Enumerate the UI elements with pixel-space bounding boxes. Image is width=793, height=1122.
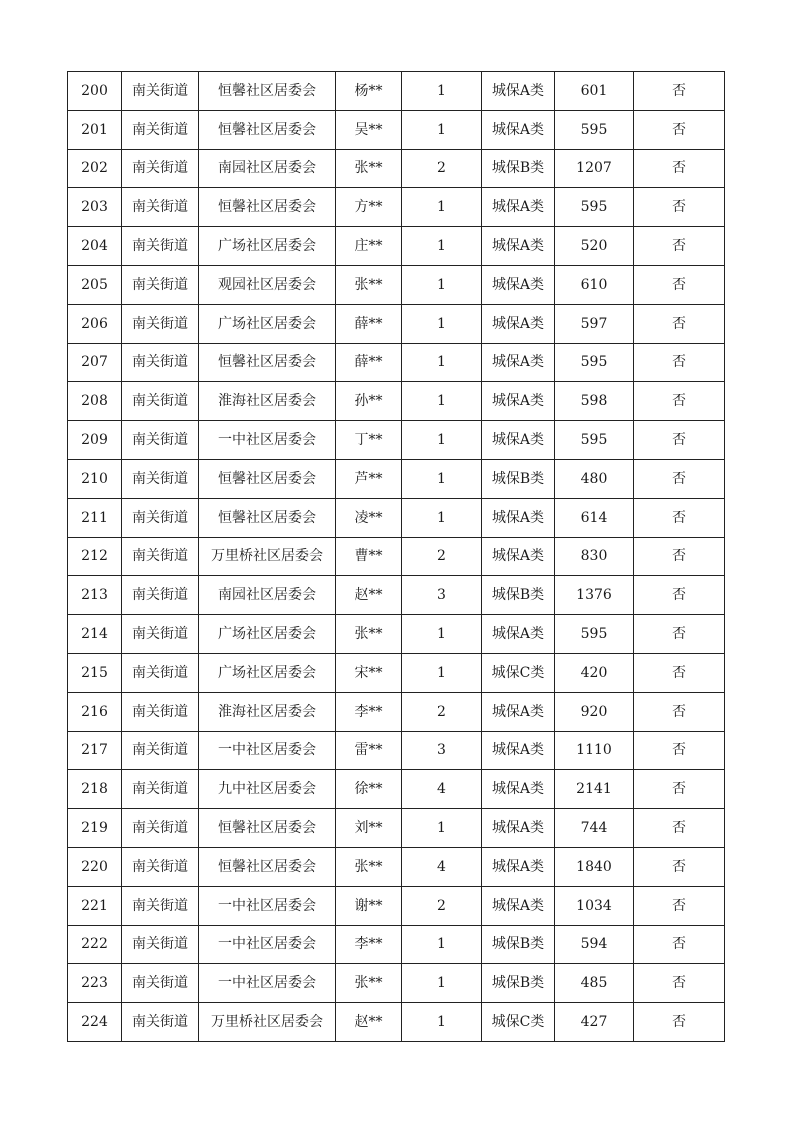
table-row bbox=[68, 537, 725, 576]
street-cell: 南关街道 bbox=[122, 459, 199, 498]
amount-cell: 595 bbox=[555, 615, 634, 654]
name-cell: 张** bbox=[336, 847, 402, 886]
amount-cell: 480 bbox=[555, 459, 634, 498]
household-count-cell: 2 bbox=[402, 537, 482, 576]
community-cell: 南园社区居委会 bbox=[199, 149, 336, 188]
table-row bbox=[68, 382, 725, 421]
household-count-cell: 2 bbox=[402, 149, 482, 188]
name-cell: 刘** bbox=[336, 809, 402, 848]
amount-cell: 601 bbox=[555, 72, 634, 111]
amount-cell: 598 bbox=[555, 382, 634, 421]
community-cell: 一中社区居委会 bbox=[199, 964, 336, 1003]
table-row bbox=[68, 265, 725, 304]
community-cell: 淮海社区居委会 bbox=[199, 382, 336, 421]
household-count-cell: 1 bbox=[402, 265, 482, 304]
row-number-cell: 215 bbox=[68, 653, 122, 692]
row-number-cell: 217 bbox=[68, 731, 122, 770]
table-row bbox=[68, 886, 725, 925]
table-row bbox=[68, 692, 725, 731]
row-number-cell: 212 bbox=[68, 537, 122, 576]
name-cell: 庄** bbox=[336, 227, 402, 266]
flag-cell: 否 bbox=[634, 382, 725, 421]
row-number-cell: 204 bbox=[68, 227, 122, 266]
flag-cell: 否 bbox=[634, 615, 725, 654]
street-cell: 南关街道 bbox=[122, 149, 199, 188]
row-number-cell: 213 bbox=[68, 576, 122, 615]
amount-cell: 2141 bbox=[555, 770, 634, 809]
insurance-type-cell: 城保A类 bbox=[482, 886, 555, 925]
community-cell: 广场社区居委会 bbox=[199, 653, 336, 692]
row-number-cell: 218 bbox=[68, 770, 122, 809]
community-cell: 恒馨社区居委会 bbox=[199, 498, 336, 537]
name-cell: 芦** bbox=[336, 459, 402, 498]
community-cell: 恒馨社区居委会 bbox=[199, 343, 336, 382]
flag-cell: 否 bbox=[634, 847, 725, 886]
name-cell: 杨** bbox=[336, 72, 402, 111]
table-row bbox=[68, 925, 725, 964]
household-count-cell: 4 bbox=[402, 847, 482, 886]
street-cell: 南关街道 bbox=[122, 886, 199, 925]
name-cell: 孙** bbox=[336, 382, 402, 421]
flag-cell: 否 bbox=[634, 653, 725, 692]
insurance-type-cell: 城保B类 bbox=[482, 964, 555, 1003]
insurance-type-cell: 城保A类 bbox=[482, 809, 555, 848]
community-cell: 一中社区居委会 bbox=[199, 925, 336, 964]
community-cell: 万里桥社区居委会 bbox=[199, 1003, 336, 1042]
flag-cell: 否 bbox=[634, 421, 725, 460]
row-number-cell: 201 bbox=[68, 110, 122, 149]
street-cell: 南关街道 bbox=[122, 576, 199, 615]
household-count-cell: 1 bbox=[402, 615, 482, 654]
street-cell: 南关街道 bbox=[122, 770, 199, 809]
row-number-cell: 224 bbox=[68, 1003, 122, 1042]
amount-cell: 614 bbox=[555, 498, 634, 537]
flag-cell: 否 bbox=[634, 1003, 725, 1042]
name-cell: 雷** bbox=[336, 731, 402, 770]
household-count-cell: 1 bbox=[402, 382, 482, 421]
name-cell: 谢** bbox=[336, 886, 402, 925]
table-row bbox=[68, 149, 725, 188]
table-row bbox=[68, 188, 725, 227]
community-cell: 万里桥社区居委会 bbox=[199, 537, 336, 576]
flag-cell: 否 bbox=[634, 304, 725, 343]
street-cell: 南关街道 bbox=[122, 731, 199, 770]
row-number-cell: 210 bbox=[68, 459, 122, 498]
community-cell: 恒馨社区居委会 bbox=[199, 459, 336, 498]
flag-cell: 否 bbox=[634, 188, 725, 227]
roster-body bbox=[68, 72, 725, 1042]
amount-cell: 485 bbox=[555, 964, 634, 1003]
community-cell: 恒馨社区居委会 bbox=[199, 110, 336, 149]
table-row bbox=[68, 1003, 725, 1042]
table-row bbox=[68, 576, 725, 615]
community-cell: 淮海社区居委会 bbox=[199, 692, 336, 731]
household-count-cell: 1 bbox=[402, 421, 482, 460]
table-row bbox=[68, 770, 725, 809]
table-row bbox=[68, 653, 725, 692]
row-number-cell: 209 bbox=[68, 421, 122, 460]
table-row bbox=[68, 964, 725, 1003]
insurance-type-cell: 城保A类 bbox=[482, 731, 555, 770]
name-cell: 宋** bbox=[336, 653, 402, 692]
household-count-cell: 2 bbox=[402, 886, 482, 925]
assistance-roster-table bbox=[67, 71, 725, 1042]
community-cell: 观园社区居委会 bbox=[199, 265, 336, 304]
row-number-cell: 205 bbox=[68, 265, 122, 304]
flag-cell: 否 bbox=[634, 886, 725, 925]
insurance-type-cell: 城保A类 bbox=[482, 227, 555, 266]
insurance-type-cell: 城保A类 bbox=[482, 498, 555, 537]
name-cell: 薛** bbox=[336, 343, 402, 382]
flag-cell: 否 bbox=[634, 149, 725, 188]
community-cell: 广场社区居委会 bbox=[199, 227, 336, 266]
row-number-cell: 208 bbox=[68, 382, 122, 421]
community-cell: 一中社区居委会 bbox=[199, 421, 336, 460]
table-row bbox=[68, 459, 725, 498]
household-count-cell: 1 bbox=[402, 1003, 482, 1042]
household-count-cell: 1 bbox=[402, 964, 482, 1003]
name-cell: 张** bbox=[336, 265, 402, 304]
community-cell: 南园社区居委会 bbox=[199, 576, 336, 615]
street-cell: 南关街道 bbox=[122, 847, 199, 886]
flag-cell: 否 bbox=[634, 964, 725, 1003]
amount-cell: 595 bbox=[555, 110, 634, 149]
community-cell: 恒馨社区居委会 bbox=[199, 809, 336, 848]
amount-cell: 1110 bbox=[555, 731, 634, 770]
insurance-type-cell: 城保B类 bbox=[482, 925, 555, 964]
row-number-cell: 207 bbox=[68, 343, 122, 382]
name-cell: 曹** bbox=[336, 537, 402, 576]
street-cell: 南关街道 bbox=[122, 964, 199, 1003]
flag-cell: 否 bbox=[634, 809, 725, 848]
amount-cell: 595 bbox=[555, 343, 634, 382]
flag-cell: 否 bbox=[634, 265, 725, 304]
household-count-cell: 1 bbox=[402, 809, 482, 848]
name-cell: 张** bbox=[336, 615, 402, 654]
row-number-cell: 216 bbox=[68, 692, 122, 731]
flag-cell: 否 bbox=[634, 227, 725, 266]
amount-cell: 1034 bbox=[555, 886, 634, 925]
flag-cell: 否 bbox=[634, 72, 725, 111]
insurance-type-cell: 城保A类 bbox=[482, 770, 555, 809]
name-cell: 张** bbox=[336, 149, 402, 188]
street-cell: 南关街道 bbox=[122, 809, 199, 848]
row-number-cell: 214 bbox=[68, 615, 122, 654]
street-cell: 南关街道 bbox=[122, 382, 199, 421]
name-cell: 薛** bbox=[336, 304, 402, 343]
household-count-cell: 1 bbox=[402, 188, 482, 227]
street-cell: 南关街道 bbox=[122, 110, 199, 149]
flag-cell: 否 bbox=[634, 731, 725, 770]
amount-cell: 595 bbox=[555, 188, 634, 227]
street-cell: 南关街道 bbox=[122, 537, 199, 576]
insurance-type-cell: 城保A类 bbox=[482, 615, 555, 654]
community-cell: 恒馨社区居委会 bbox=[199, 72, 336, 111]
household-count-cell: 1 bbox=[402, 498, 482, 537]
row-number-cell: 219 bbox=[68, 809, 122, 848]
row-number-cell: 203 bbox=[68, 188, 122, 227]
table-row bbox=[68, 498, 725, 537]
community-cell: 广场社区居委会 bbox=[199, 615, 336, 654]
flag-cell: 否 bbox=[634, 537, 725, 576]
community-cell: 一中社区居委会 bbox=[199, 731, 336, 770]
name-cell: 李** bbox=[336, 925, 402, 964]
insurance-type-cell: 城保A类 bbox=[482, 72, 555, 111]
insurance-type-cell: 城保A类 bbox=[482, 847, 555, 886]
insurance-type-cell: 城保B类 bbox=[482, 576, 555, 615]
insurance-type-cell: 城保B类 bbox=[482, 149, 555, 188]
flag-cell: 否 bbox=[634, 576, 725, 615]
household-count-cell: 3 bbox=[402, 576, 482, 615]
household-count-cell: 1 bbox=[402, 459, 482, 498]
household-count-cell: 1 bbox=[402, 110, 482, 149]
household-count-cell: 1 bbox=[402, 653, 482, 692]
household-count-cell: 2 bbox=[402, 692, 482, 731]
insurance-type-cell: 城保A类 bbox=[482, 304, 555, 343]
amount-cell: 920 bbox=[555, 692, 634, 731]
street-cell: 南关街道 bbox=[122, 72, 199, 111]
row-number-cell: 222 bbox=[68, 925, 122, 964]
street-cell: 南关街道 bbox=[122, 304, 199, 343]
table-row bbox=[68, 809, 725, 848]
name-cell: 李** bbox=[336, 692, 402, 731]
street-cell: 南关街道 bbox=[122, 265, 199, 304]
name-cell: 方** bbox=[336, 188, 402, 227]
insurance-type-cell: 城保A类 bbox=[482, 343, 555, 382]
amount-cell: 1207 bbox=[555, 149, 634, 188]
insurance-type-cell: 城保B类 bbox=[482, 459, 555, 498]
community-cell: 一中社区居委会 bbox=[199, 886, 336, 925]
street-cell: 南关街道 bbox=[122, 925, 199, 964]
community-cell: 恒馨社区居委会 bbox=[199, 188, 336, 227]
amount-cell: 830 bbox=[555, 537, 634, 576]
table-row bbox=[68, 847, 725, 886]
insurance-type-cell: 城保A类 bbox=[482, 110, 555, 149]
row-number-cell: 206 bbox=[68, 304, 122, 343]
table-row bbox=[68, 731, 725, 770]
insurance-type-cell: 城保A类 bbox=[482, 421, 555, 460]
amount-cell: 594 bbox=[555, 925, 634, 964]
flag-cell: 否 bbox=[634, 110, 725, 149]
street-cell: 南关街道 bbox=[122, 188, 199, 227]
amount-cell: 427 bbox=[555, 1003, 634, 1042]
street-cell: 南关街道 bbox=[122, 343, 199, 382]
community-cell: 九中社区居委会 bbox=[199, 770, 336, 809]
amount-cell: 420 bbox=[555, 653, 634, 692]
street-cell: 南关街道 bbox=[122, 1003, 199, 1042]
name-cell: 丁** bbox=[336, 421, 402, 460]
name-cell: 张** bbox=[336, 964, 402, 1003]
table-row bbox=[68, 615, 725, 654]
name-cell: 吴** bbox=[336, 110, 402, 149]
insurance-type-cell: 城保A类 bbox=[482, 537, 555, 576]
street-cell: 南关街道 bbox=[122, 692, 199, 731]
table-row bbox=[68, 304, 725, 343]
amount-cell: 610 bbox=[555, 265, 634, 304]
name-cell: 赵** bbox=[336, 576, 402, 615]
amount-cell: 520 bbox=[555, 227, 634, 266]
insurance-type-cell: 城保C类 bbox=[482, 653, 555, 692]
table-row bbox=[68, 421, 725, 460]
name-cell: 徐** bbox=[336, 770, 402, 809]
household-count-cell: 4 bbox=[402, 770, 482, 809]
insurance-type-cell: 城保C类 bbox=[482, 1003, 555, 1042]
name-cell: 凌** bbox=[336, 498, 402, 537]
insurance-type-cell: 城保A类 bbox=[482, 188, 555, 227]
insurance-type-cell: 城保A类 bbox=[482, 382, 555, 421]
flag-cell: 否 bbox=[634, 770, 725, 809]
amount-cell: 595 bbox=[555, 421, 634, 460]
household-count-cell: 1 bbox=[402, 343, 482, 382]
row-number-cell: 221 bbox=[68, 886, 122, 925]
table-row bbox=[68, 343, 725, 382]
name-cell: 赵** bbox=[336, 1003, 402, 1042]
insurance-type-cell: 城保A类 bbox=[482, 692, 555, 731]
row-number-cell: 211 bbox=[68, 498, 122, 537]
table-row bbox=[68, 227, 725, 266]
flag-cell: 否 bbox=[634, 692, 725, 731]
household-count-cell: 1 bbox=[402, 925, 482, 964]
amount-cell: 1840 bbox=[555, 847, 634, 886]
table-row bbox=[68, 72, 725, 111]
insurance-type-cell: 城保A类 bbox=[482, 265, 555, 304]
household-count-cell: 1 bbox=[402, 227, 482, 266]
community-cell: 恒馨社区居委会 bbox=[199, 847, 336, 886]
flag-cell: 否 bbox=[634, 498, 725, 537]
street-cell: 南关街道 bbox=[122, 615, 199, 654]
street-cell: 南关街道 bbox=[122, 498, 199, 537]
household-count-cell: 3 bbox=[402, 731, 482, 770]
flag-cell: 否 bbox=[634, 459, 725, 498]
row-number-cell: 202 bbox=[68, 149, 122, 188]
row-number-cell: 220 bbox=[68, 847, 122, 886]
amount-cell: 597 bbox=[555, 304, 634, 343]
flag-cell: 否 bbox=[634, 343, 725, 382]
street-cell: 南关街道 bbox=[122, 653, 199, 692]
amount-cell: 1376 bbox=[555, 576, 634, 615]
street-cell: 南关街道 bbox=[122, 227, 199, 266]
row-number-cell: 223 bbox=[68, 964, 122, 1003]
flag-cell: 否 bbox=[634, 925, 725, 964]
community-cell: 广场社区居委会 bbox=[199, 304, 336, 343]
street-cell: 南关街道 bbox=[122, 421, 199, 460]
amount-cell: 744 bbox=[555, 809, 634, 848]
table-row bbox=[68, 110, 725, 149]
household-count-cell: 1 bbox=[402, 72, 482, 111]
row-number-cell: 200 bbox=[68, 72, 122, 111]
household-count-cell: 1 bbox=[402, 304, 482, 343]
